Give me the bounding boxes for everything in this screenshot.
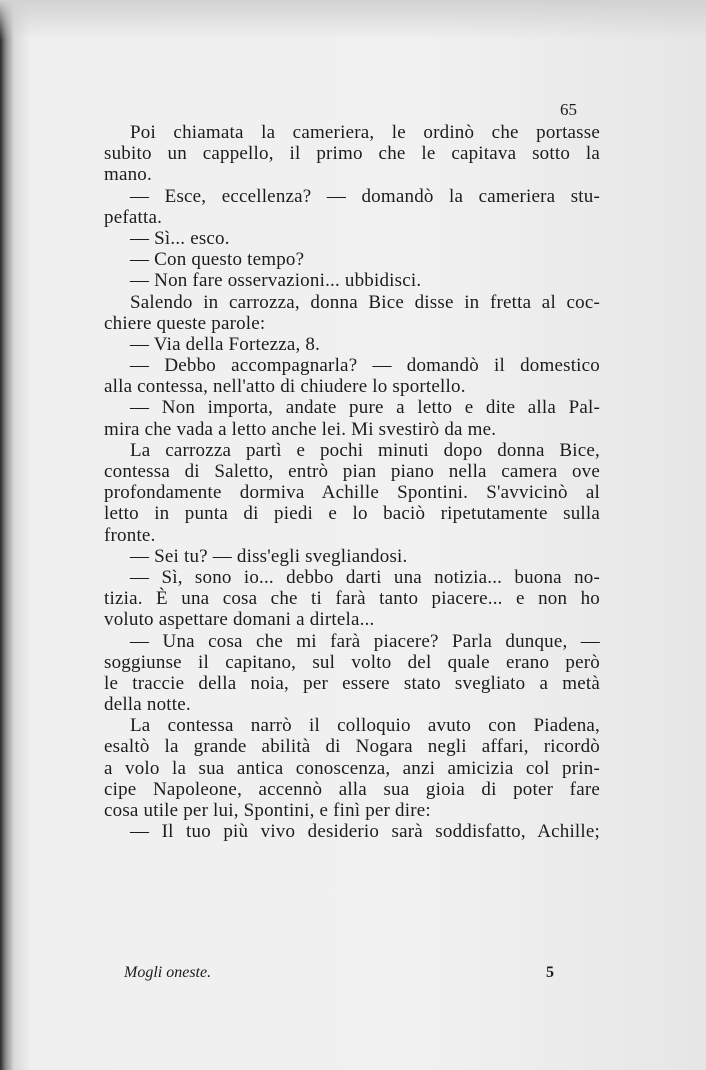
text-line: fronte. — [104, 524, 156, 546]
text-line: — Esce, eccellenza? — domandò la cameriera stu- — [130, 185, 600, 207]
text-line: tizia. È una cosa che ti farà tanto piacere... e non ho — [104, 588, 600, 610]
text-line: — Il tuo più vivo desiderio sarà soddisfatto, Achille; — [130, 821, 600, 843]
text-line: soggiunse il capitano, sul volto del quale erano però — [104, 651, 600, 673]
page-number: 65 — [560, 100, 577, 119]
text-line: — Sì, sono io... debbo darti una notizia... buona no- — [130, 566, 600, 588]
text-line: — Non importa, andate pure a letto e dite alla Pal- — [130, 397, 600, 419]
text-line: mano. — [104, 164, 152, 186]
text-line: — Sei tu? — diss'egli svegliandosi. — [130, 545, 408, 567]
text-line: — Via della Fortezza, 8. — [130, 333, 321, 355]
text-line: della notte. — [104, 694, 191, 716]
text-line: — Debbo accompagnarla? — domandò il domestico — [130, 355, 600, 377]
text-line: La contessa narrò il colloquio avuto con Piadena, — [130, 715, 600, 737]
text-line: — Una cosa che mi farà piacere? Parla dunque, — — [130, 630, 600, 652]
text-line: cipe Napoleone, accennò alla sua gioia di poter fare — [104, 778, 600, 800]
text-line: contessa di Saletto, entrò pian piano nella camera ove — [104, 461, 600, 482]
signature-number: 5 — [546, 964, 554, 981]
text-line: voluto aspettare domani a dirtela... — [104, 609, 375, 631]
page-shadow — [0, 0, 706, 40]
text-line: La carrozza partì e pochi minuti dopo donna Bice, — [130, 439, 600, 461]
text-line: — Non fare osservazioni... ubbidisci. — [130, 270, 422, 292]
text-line: profondamente dormiva Achille Spontini. S'avvicinò al — [104, 482, 600, 504]
text-line: alla contessa, nell'atto di chiudere lo sportello. — [104, 376, 466, 398]
text-line: Salendo in carrozza, donna Bice disse in fretta al coc- — [130, 291, 600, 313]
text-line: chiere queste parole: — [104, 312, 266, 334]
text-line: — Sì... esco. — [130, 227, 230, 249]
text-line: a volo la sua antica conoscenza, anzi amicizia col prin- — [104, 757, 600, 779]
text-line: — Con questo tempo? — [130, 249, 305, 271]
text-line: letto in punta di piedi e lo baciò ripetutamente sulla — [104, 503, 600, 525]
text-line: cosa utile per lui, Spontini, e finì per dire: — [104, 800, 431, 821]
text-line: esaltò la grande abilità di Nogara negli affari, ricordò — [104, 736, 600, 758]
text-line: pefatta. — [104, 206, 163, 228]
body-text — [104, 122, 600, 842]
text-line: subito un cappello, il primo che le capitava sotto la — [104, 143, 600, 165]
signature-title: Mogli oneste. — [124, 964, 212, 981]
text-line: mira che vada a letto anche lei. Mi svestirò da me. — [104, 418, 497, 440]
page-footer — [124, 964, 554, 982]
text-line: le traccie della noia, per essere stato svegliato a metà — [104, 672, 600, 694]
text-line: Poi chiamata la cameriera, le ordinò che portasse — [130, 122, 600, 143]
